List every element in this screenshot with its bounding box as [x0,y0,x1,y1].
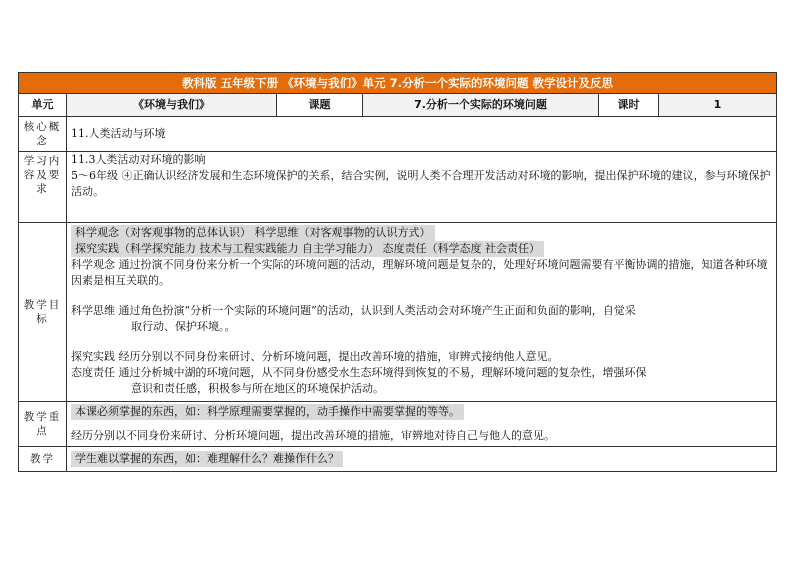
lesson-label: 课题 [277,94,363,117]
difficulty-cell [67,447,777,472]
goals-row [19,223,777,402]
key-points-value: 经历分别以不同身份来研讨、分析环境问题，提出改善环境的措施，审辨地对待自己与他人的意见。 [71,429,555,442]
lesson-plan-sheet [18,72,776,472]
core-label: 核心概念 [19,117,67,152]
requirements-row [19,152,777,223]
key-points-hint: 本课必须掌握的东西，如：科学原理需要掌握的，动手操作中需要掌握的等等。 [71,404,464,420]
unit-value: 《环境与我们》 [67,94,277,117]
requirements-label: 学习内容及要求 [19,152,67,223]
goals-label: 教学目标 [19,223,67,402]
hours-value: 1 [659,94,777,117]
goals-highlight-2: 探究实践（科学探究能力 技术与工程实践能力 自主学习能力） 态度责任（科学态度 社会责任） [71,241,544,257]
page-title: 教科版 五年级下册 《环境与我们》单元 7.分析一个实际的环境问题 教学设计及反思 [19,73,777,94]
title-row [19,73,777,94]
requirements-line-1: 11.3人类活动对环境的影响 [71,153,206,166]
goal-thinking-line-1: 科学思维 通过角色扮演“分析一个实际的环境问题”的活动，认识到人类活动会对环境产生正面和负面的影响，自觉采 [71,304,636,317]
lesson-plan-table [18,72,777,472]
difficulty-label: 教学 [19,447,67,472]
unit-label: 单元 [19,94,67,117]
goal-attitude-line-1: 态度责任 通过分析城中湖的环境问题，从不同身份感受水生态环境得到恢复的不易，理解环境问题的复杂性，增强环保 [71,366,647,379]
key-points-row [19,402,777,447]
hours-label: 课时 [599,94,659,117]
goal-attitude-line-2: 意识和责任感，积极参与所在地区的环境保护活动。 [131,382,384,395]
goal-practice: 探究实践 经历分别以不同身份来研讨、分析环境问题，提出改善环境的措施，审辨式接纳他人意见。 [71,350,559,363]
key-points-label: 教学重点 [19,402,67,447]
lesson-value: 7.分析一个实际的环境问题 [363,94,599,117]
header-row [19,94,777,117]
core-row [19,117,777,152]
goals-cell [67,223,777,402]
core-value: 11.人类活动与环境 [67,117,777,152]
goals-highlight-1: 科学观念（对客观事物的总体认识） 科学思维（对客观事物的认识方式） [71,225,435,241]
requirements-line-2: 5～6年级 ④正确认识经济发展和生态环境保护的关系，结合实例，说明人类不合理开发活动对环境的影响，提出保护环境的建议，参与环境保护活动。 [71,169,771,198]
goal-concept: 科学观念 通过扮演不同身份来分析一个实际的环境问题的活动，理解环境问题是复杂的，处理好环境问题需要有平衡协调的措施，知道各种环境因素是相互关联的。 [71,258,768,287]
difficulty-row [19,447,777,472]
goal-thinking-line-2: 取行动、保护环境。。 [131,320,236,333]
requirements-cell [67,152,777,223]
difficulty-hint: 学生难以掌握的东西，如：难理解什么？难操作什么？ [71,451,343,467]
key-points-cell [67,402,777,447]
